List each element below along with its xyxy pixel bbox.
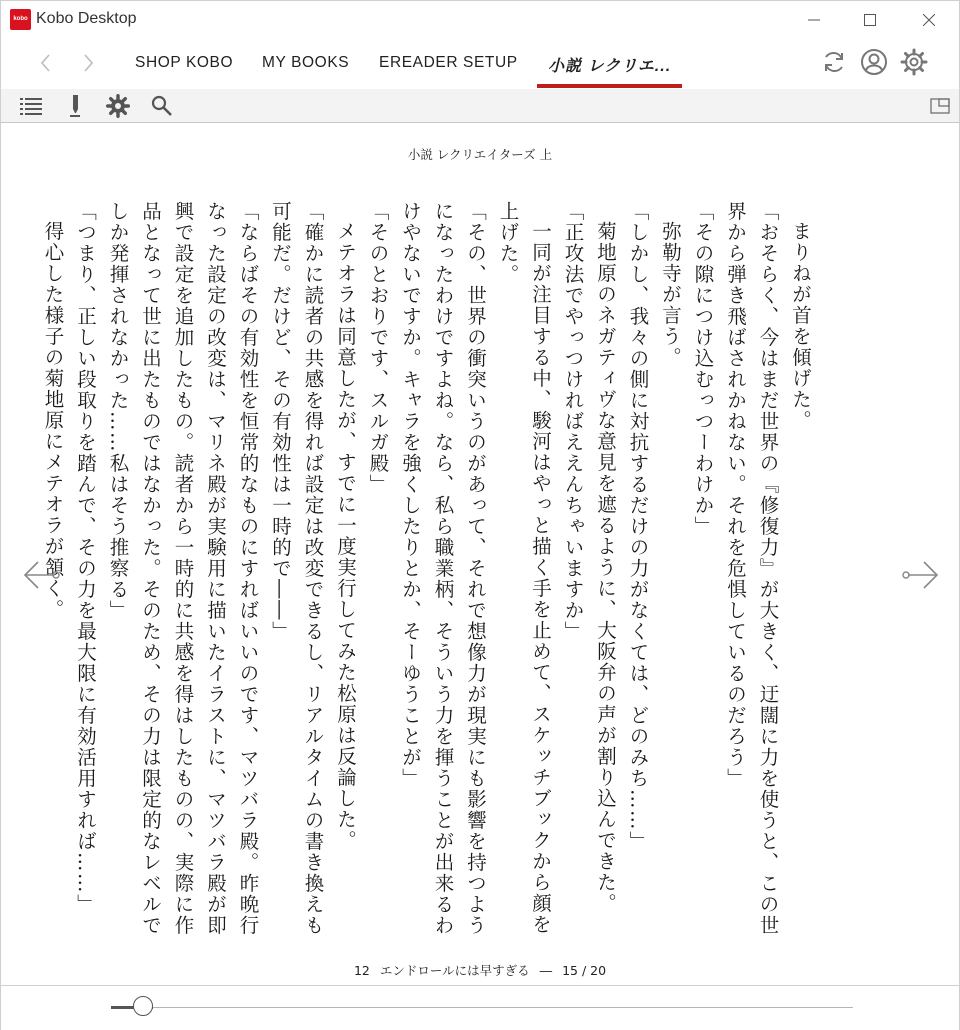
tab-my-books[interactable]: MY BOOKS <box>262 54 350 71</box>
minimize-button[interactable] <box>791 1 837 39</box>
next-page-button[interactable] <box>901 557 941 593</box>
sync-icon <box>821 49 847 75</box>
reading-settings-button[interactable] <box>105 93 131 119</box>
progress-thumb[interactable] <box>133 996 153 1016</box>
running-head: 小説 レクリエイターズ 上 <box>407 147 553 162</box>
annotations-button[interactable] <box>62 93 88 119</box>
progress-bar <box>1 985 959 1030</box>
paragraph: 弥勒寺が言う。 <box>659 220 682 368</box>
maximize-button[interactable] <box>847 1 893 39</box>
window-title: Kobo Desktop <box>36 10 137 27</box>
paragraph: 「正攻法でやっつければええんちゃいますか」 <box>561 201 585 642</box>
paragraph: 得心した様子の菊地原にメテオラが頷く。 <box>41 220 65 620</box>
arrow-right-icon <box>902 560 940 590</box>
tab-shop-kobo[interactable]: SHOP KOBO <box>135 54 234 71</box>
search-button[interactable] <box>149 93 175 119</box>
title-bar <box>1 1 959 39</box>
gear-icon <box>900 48 928 76</box>
close-icon <box>923 14 935 26</box>
highlighter-icon <box>67 95 83 117</box>
page-text <box>36 201 816 949</box>
paragraph: 「おそらく、今はまだ世界の『修復力』が大きく、迂闊に力を使うと、この世界から弾き飛ばされかねない。それを危惧しているのだろう」 <box>724 201 780 936</box>
search-icon <box>151 95 173 117</box>
tab-current-book[interactable]: 小説 レクリエ... <box>548 58 672 75</box>
arrow-left-icon <box>22 560 60 590</box>
paragraph: 「その隙につけ込むっつーわけか」 <box>691 201 715 537</box>
page-indicator: 15 / 20 <box>562 963 607 978</box>
account-button[interactable] <box>859 47 889 77</box>
settings-button[interactable] <box>899 47 929 77</box>
fullscreen-button[interactable] <box>927 93 953 119</box>
maximize-icon <box>864 14 876 26</box>
progress-track[interactable] <box>111 1007 853 1008</box>
active-tab-indicator <box>537 84 682 88</box>
page-footer <box>1 961 959 979</box>
paragraph: 「つまり、正しい段取りを踏んで、その力を最大限に有効活用すれば……」 <box>74 201 97 915</box>
chevron-right-icon <box>83 54 93 72</box>
minimize-icon <box>808 14 820 26</box>
reader-toolbar <box>1 89 959 123</box>
paragraph: メテオラは同意したが、すでに一度実行してみた松原は反論した。 <box>334 220 357 851</box>
forward-button[interactable] <box>76 51 100 75</box>
list-icon <box>20 97 42 115</box>
back-button[interactable] <box>34 51 58 75</box>
paragraph: 一同が注目する中、駿河はやっと描く手を止めて、スケッチブックから顔を上げた。 <box>496 201 552 935</box>
paragraph: 「しかし、我々の側に対抗するだけの力がなくては、どのみち……」 <box>626 201 650 852</box>
chevron-left-icon <box>41 54 51 72</box>
table-of-contents-button[interactable] <box>18 93 44 119</box>
previous-page-button[interactable] <box>21 557 61 593</box>
tab-ereader-setup[interactable]: EREADER SETUP <box>379 54 518 71</box>
sync-button[interactable] <box>819 47 849 77</box>
gear-icon <box>106 94 130 118</box>
user-icon <box>860 48 888 76</box>
paragraph: 「ならばその有効性を恒常的なものにすればいいのです、マツバラ殿。昨晩行なった設定の改変は、マリネ殿が実験用に描いたイラストに、マツバラ殿が即興で設定を追加したもの。読者から一時的に共感を得はしたものの、実際に作品となって世に出たものではなかった。そのため、その力は限定的なレベルでしか発揮されなかった……私はそう推察る」 <box>106 201 260 936</box>
fullscreen-icon <box>930 98 950 114</box>
paragraph: 菊地原のネガティヴな意見を遮るように、大阪弁の声が割り込んできた。 <box>594 220 617 914</box>
kobo-logo-icon: kobo <box>10 9 31 30</box>
paragraph: 「確かに読者の共感を得れば設定は改変できるし、リアルタイムの書き換えも可能だ。だけど、その有効性は一時的で――」 <box>269 201 325 936</box>
paragraph: まりねが首を傾げた。 <box>789 220 812 431</box>
chapter-number: 12 <box>353 963 370 978</box>
footer-separator: ― <box>539 963 553 978</box>
close-button[interactable] <box>906 1 952 39</box>
paragraph: 「その、世界の衝突いうのがあって、それで想像力が現実にも影響を持つようになったわけですよね。なら、私ら職業柄、そういう力を揮うことが出来るわけやないですか。キャラを強くしたりとか、そーゆうことが」 <box>399 201 487 936</box>
chapter-title: エンドロールには早すぎる <box>379 963 530 978</box>
paragraph: 「そのとおりです、スルガ殿」 <box>366 201 390 495</box>
top-navigation <box>1 39 959 89</box>
